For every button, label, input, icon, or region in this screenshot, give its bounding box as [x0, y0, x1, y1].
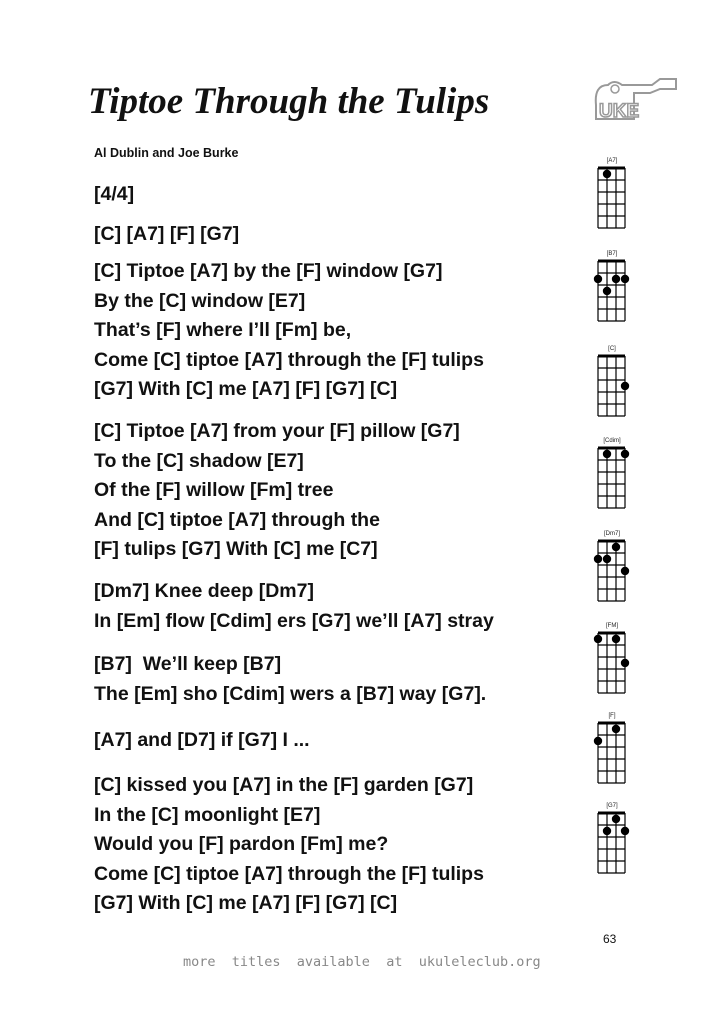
lyric-line: [C] [A7] [F] [G7]	[94, 223, 240, 245]
lyric-line: And [C] tiptoe [A7] through the	[94, 508, 380, 531]
stanza	[94, 650, 486, 709]
finger-dot	[594, 737, 602, 745]
finger-dot	[621, 382, 629, 390]
chord-name: [A7]	[606, 158, 618, 164]
chord-diagram	[590, 712, 634, 791]
chord-name: [FM]	[606, 623, 618, 629]
song-title: Tiptoe Through the Tulips	[88, 81, 490, 122]
fretboard	[590, 630, 634, 696]
lyric-line: [B7] We’ll keep [B7]	[94, 653, 282, 675]
chord-diagram	[590, 345, 634, 424]
lyric-line: In the [C] moonlight [E7]	[94, 803, 321, 826]
chord-name: [Dm7]	[603, 531, 620, 537]
lyric-line: [C] Tiptoe [A7] from your [F] pillow [G7]	[94, 420, 460, 442]
lyric-line: [G7] With [C] me [A7] [F] [G7] [C]	[94, 378, 398, 400]
fretboard	[590, 538, 634, 604]
footer-link[interactable]: more titles available at ukuleleclub.org	[183, 954, 541, 970]
lyric-line: [A7] and [D7] if [G7] I ...	[94, 729, 310, 751]
svg-text:UKE: UKE	[599, 101, 640, 122]
lyric-line: [C] Tiptoe [A7] by the [F] window [G7]	[94, 260, 443, 282]
finger-dot	[612, 635, 620, 643]
fretboard	[590, 353, 634, 419]
finger-dot	[594, 635, 602, 643]
lyric-line: That’s [F] where I’ll [Fm] be,	[94, 319, 352, 341]
finger-dot	[603, 450, 611, 458]
chord-name: [B7]	[606, 251, 618, 257]
finger-dot	[612, 275, 620, 283]
lyric-line: [F] tulips [G7] With [C] me [C7]	[94, 538, 378, 560]
lyric-line: By the [C] window [E7]	[94, 289, 306, 312]
finger-dot	[612, 725, 620, 733]
fretboard	[590, 810, 634, 876]
stanza	[94, 417, 460, 565]
lyric-line: [4/4]	[94, 183, 135, 205]
chord-name: [C]	[608, 346, 616, 352]
fretboard	[590, 445, 634, 511]
chord-diagram	[590, 530, 634, 609]
lyric-line: To the [C] shadow [E7]	[94, 449, 304, 472]
lyric-line: Come [C] tiptoe [A7] through the [F] tulips	[94, 348, 484, 371]
lyric-line: Would you [F] pardon [Fm] me?	[94, 833, 389, 855]
finger-dot	[603, 287, 611, 295]
finger-dot	[612, 815, 620, 823]
lyric-line: [G7] With [C] me [A7] [F] [G7] [C]	[94, 892, 398, 914]
chord-name: [G7]	[606, 803, 618, 809]
fretboard	[590, 720, 634, 786]
stanza	[94, 726, 310, 756]
chord-name: [F]	[608, 713, 616, 719]
finger-dot	[621, 275, 629, 283]
finger-dot	[594, 555, 602, 563]
fretboard	[590, 165, 634, 231]
finger-dot	[603, 170, 611, 178]
stanza	[94, 257, 484, 405]
stanza	[94, 771, 484, 919]
fretboard	[590, 258, 634, 324]
stanza	[94, 577, 494, 636]
chord-diagram	[590, 802, 634, 881]
lyric-line: [C] kissed you [A7] in the [F] garden [G7]	[94, 774, 474, 796]
song-author: Al Dublin and Joe Burke	[94, 146, 239, 160]
finger-dot	[603, 555, 611, 563]
finger-dot	[621, 567, 629, 575]
chord-diagram	[590, 157, 634, 236]
lyric-line: [Dm7] Knee deep [Dm7]	[94, 580, 314, 602]
chord-diagram	[590, 437, 634, 516]
lyric-line: Of the [F] willow [Fm] tree	[94, 479, 334, 501]
finger-dot	[621, 827, 629, 835]
finger-dot	[603, 827, 611, 835]
finger-dot	[612, 543, 620, 551]
lyric-line: In [Em] flow [Cdim] ers [G7] we’ll [A7] stray	[94, 609, 494, 632]
page-number: 63	[603, 932, 617, 946]
stanza	[94, 180, 134, 210]
finger-dot	[621, 450, 629, 458]
lyric-line: The [Em] sho [Cdim] wers a [B7] way [G7].	[94, 682, 487, 705]
chord-diagram	[590, 250, 634, 329]
chord-diagram	[590, 622, 634, 701]
lyric-line: Come [C] tiptoe [A7] through the [F] tulips	[94, 862, 484, 885]
uke-logo	[590, 75, 680, 125]
finger-dot	[594, 275, 602, 283]
finger-dot	[621, 659, 629, 667]
chord-name: [Cdim]	[603, 438, 621, 444]
stanza	[94, 220, 239, 250]
